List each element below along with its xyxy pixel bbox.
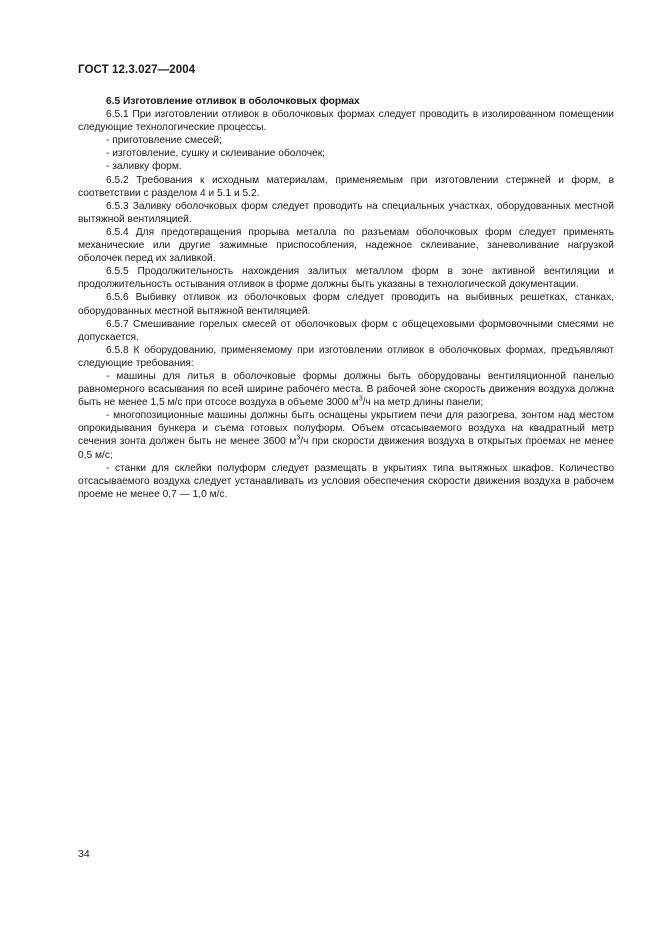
document-body [78,95,614,501]
paragraph-6-5-7: 6.5.7 Смешивание горелых смесей от оболочковых форм с общецеховыми формовочными смесями не допускается. [78,318,614,343]
section-title: 6.5 Изготовление отливок в оболочковых формах [106,96,360,107]
requirement-multiposition-machines [78,409,614,461]
paragraph-6-5-6: 6.5.6 Выбивку отливок из оболочковых форм следует проводить на выбивных решетках, станках, оборудованных местной вытяжной вентиляцией. [78,292,614,317]
requirement-text: /ч на метр длины панели; [362,397,484,409]
superscript: 3 [296,435,301,443]
requirement-text: - многопозиционные машины должны быть оснащены укрытием печи для разогрева, зонтом над местом опрокидывания бункера и съема готовых полуформ. Объем отсасываемого воздуха на квадратный метр сечения зонта должен быть не менее 3600 м [78,410,614,448]
list-item: - заливку форм. [106,161,182,173]
requirement-casting-machines [78,370,614,409]
paragraph-6-5-2: 6.5.2 Требования к исходным материалам, применяемым при изготовлении стержней и форм, в соответствии с разделом 4 и 5.1 и 5.2. [78,174,614,199]
document-header: ГОСТ 12.3.027—2004 [78,64,196,76]
paragraph-6-5-4: 6.5.4 Для предотвращения прорыва металла по разъемам оболочковых форм следует применять механические или другие зажимные приспособления, надежное склеивание, заневоливание нагрузкой оболочек перед их заливкой. [78,226,614,265]
paragraph-6-5-8: 6.5.8 К оборудованию, применяемому при изготовлении отливок в оболочковых формах, предъявляют следующие требования: [78,344,614,369]
list-item: - приготовление смесей; [106,135,222,147]
list-item: - изготовление, сушку и склеивание оболочек; [106,148,325,160]
paragraph-6-5-3: 6.5.3 Заливку оболочковых форм следует проводить на специальных участках, оборудованных местной вытяжной вентиляцией. [78,200,614,225]
paragraph-6-5-1: 6.5.1 При изготовлении отливок в оболочковых формах следует проводить в изолированном помещении следующие технологические процессы. [78,109,614,134]
paragraph-6-5-5: 6.5.5 Продолжительность нахождения залитых металлом форм в зоне активной вентиляции и продолжительность остывания отливок в форме должны быть указаны в технологической документации. [78,266,614,291]
requirement-text: - машины для литья в оболочковые формы должны быть оборудованы вентиляционной панелью равномерного всасывания по всей ширине рабочего места. В рабочей зоне скорость движения воздуха должна быть не менее 1,5 м/с при отсосе воздуха в объеме 3000 м [78,370,614,409]
requirement-gluing-machines: - станки для склейки полуформ следует размещать в укрытиях типа вытяжных шкафов. Количество отсасываемого воздуха следует устанавливать из условия обеспечения скорости движения воздуха в рабочем проеме не менее 0,7 — 1,0 м/с. [78,462,614,500]
requirement-text: /ч при скорости движения воздуха в открытых проемах не менее 0,5 м/с; [78,436,614,461]
page-number: 34 [78,848,90,860]
superscript: 3 [358,395,363,403]
